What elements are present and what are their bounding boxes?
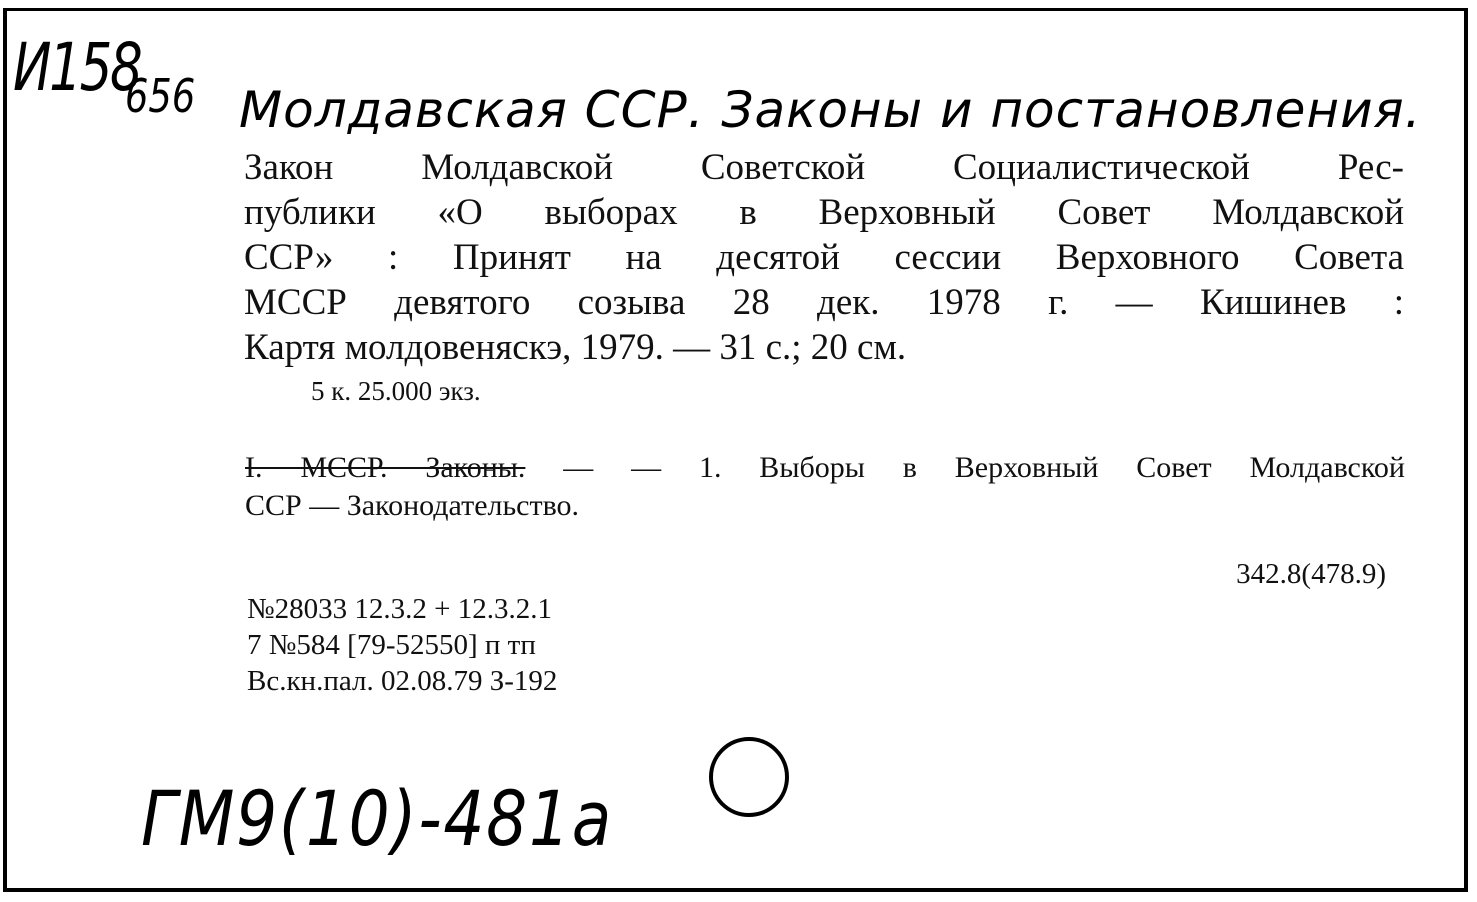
handwritten-heading: Молдавская ССР. Законы и постановления.: [239, 81, 1422, 139]
subject-line: [245, 449, 1405, 487]
call-number: И158: [13, 29, 141, 106]
classification-number: 342.8(478.9): [1236, 558, 1386, 590]
bibliographic-description: [244, 145, 1404, 370]
subject-headings: [245, 449, 1405, 525]
description-line: Закон Молдавской Советской Социалистической Рес-: [244, 147, 1404, 188]
handwritten-shelf-mark: ГМ9(10)-481а: [141, 774, 614, 863]
control-line: Вс.кн.пал. 02.08.79 З-192: [247, 665, 558, 697]
description-line: публики «О выборах в Верховный Совет Молдавской: [244, 192, 1404, 233]
subject-heading-text: — — 1. Выборы в Верховный Совет Молдавской: [525, 451, 1405, 484]
price-and-print-run: 5 к. 25.000 экз.: [311, 376, 481, 406]
catalog-card: [3, 8, 1468, 892]
description-line: МССР девятого созыва 28 дек. 1978 г. — Кишинев :: [244, 282, 1404, 323]
description-line: ССР» : Принят на десятой сессии Верховного Совета: [244, 237, 1404, 278]
description-line: Картя молдовеняскэ, 1979. — 31 с.; 20 см.: [244, 327, 907, 368]
control-numbers: [247, 591, 557, 699]
struck-out-heading: I. МССР. Законы.: [245, 451, 526, 484]
control-line: №28033 12.3.2 + 12.3.2.1: [247, 593, 553, 625]
call-number-subscript: 656: [125, 69, 196, 123]
subject-line: ССР — Законодательство.: [245, 489, 580, 522]
punch-hole-circle: [707, 735, 797, 825]
control-line: 7 №584 [79-52550] п тп: [247, 629, 536, 661]
